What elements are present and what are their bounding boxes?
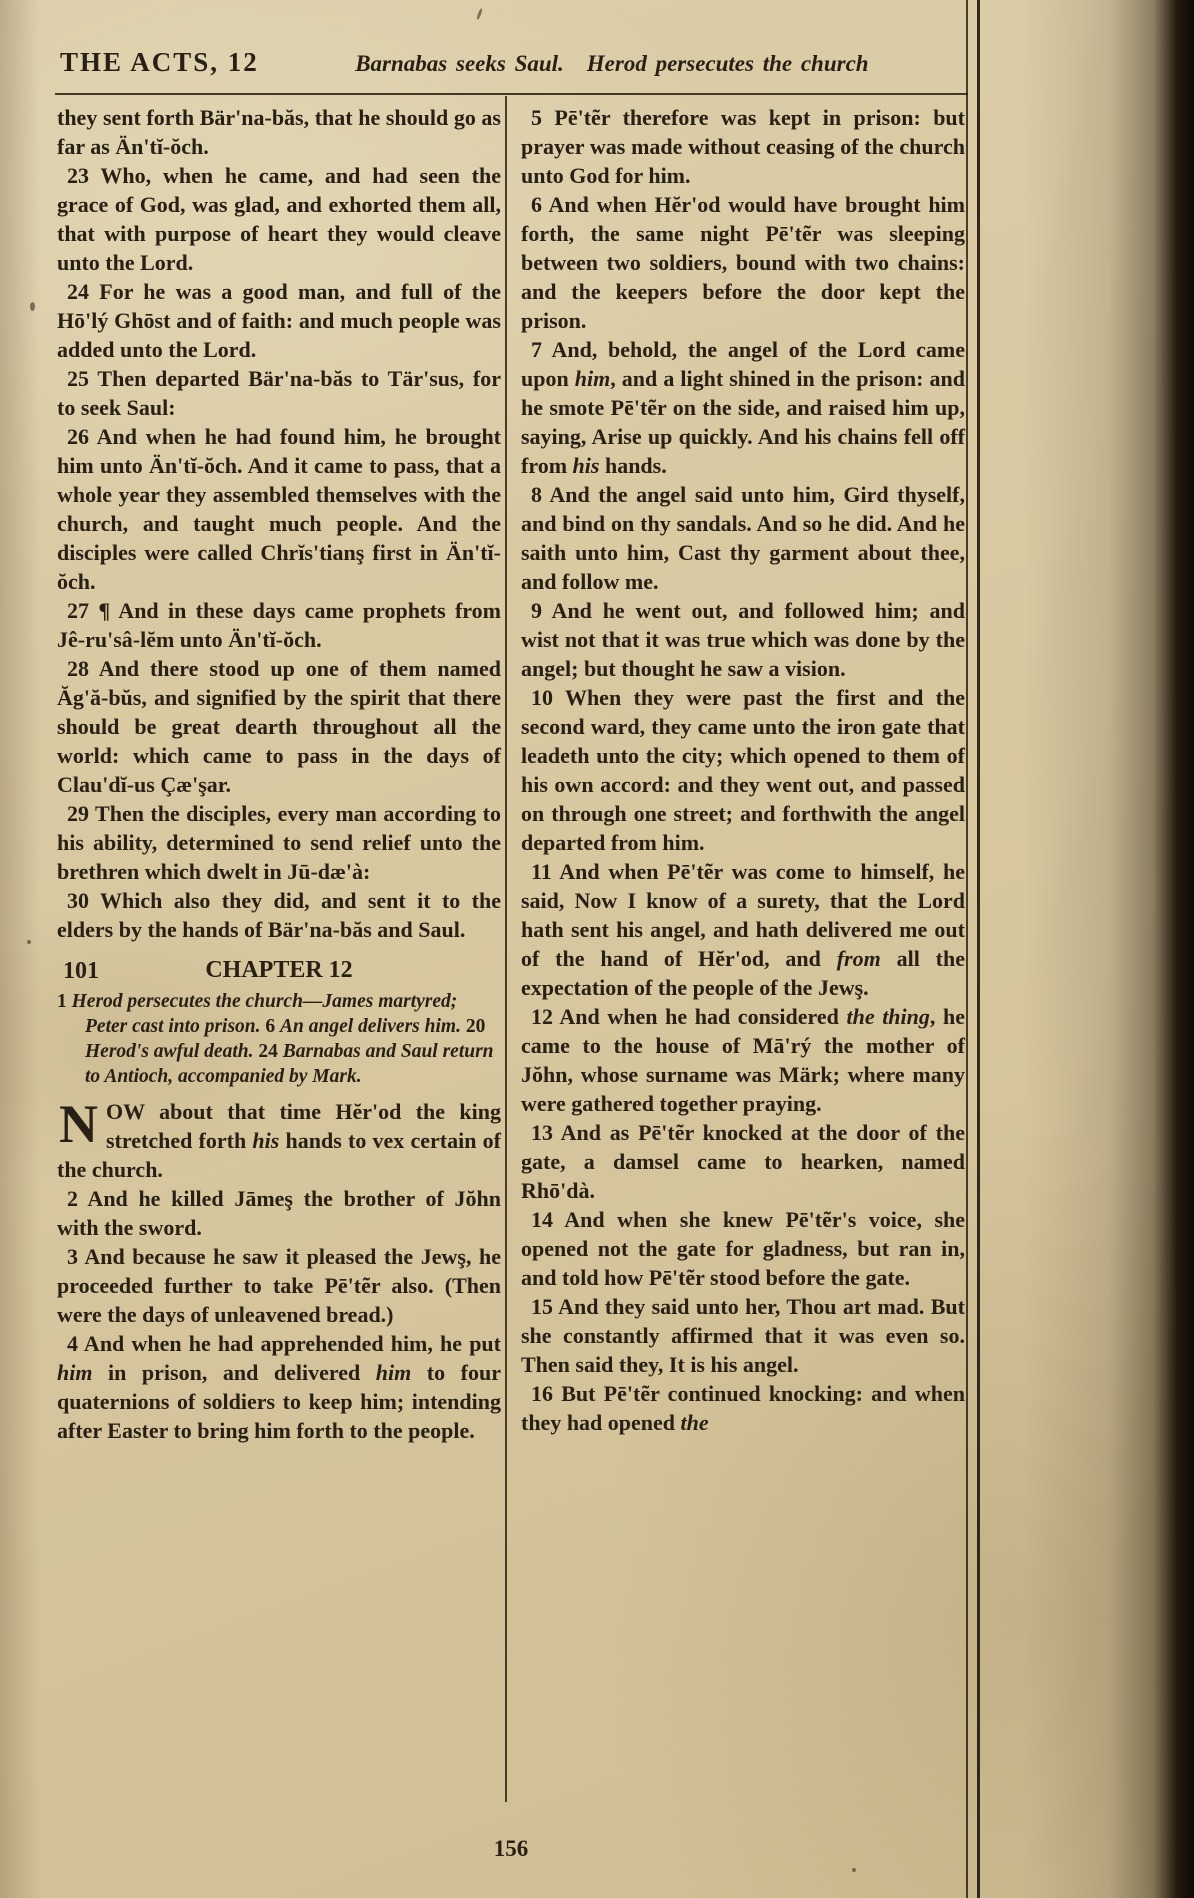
paper-speck — [476, 8, 483, 20]
verse-paragraph: 30 Which also they did, and sent it to the elders by the hands of Bär'na-băs and Saul. — [57, 888, 501, 942]
column-marker: 101 — [63, 958, 99, 984]
book-title: THE ACTS, 12 — [60, 47, 259, 77]
verse-paragraph: 2 And he killed Jāmeş the brother of Jŏhn with the sword. — [57, 1186, 501, 1240]
verse-paragraph: 9 And he went out, and followed him; and wist not that it was true which was done by the angel; but thought he saw a vision. — [521, 598, 965, 681]
chapter-title: CHAPTER 12 — [205, 957, 353, 983]
verse-paragraph: 14 And when she knew Pē'tẽr's voice, she opened not the gate for gladness, but ran in, and told how Pē'tẽr stood before the gate. — [521, 1207, 965, 1290]
paper-speck — [852, 1868, 856, 1872]
right-column — [521, 103, 965, 1445]
header-rule — [55, 93, 968, 95]
page-header — [60, 47, 965, 78]
right-margin-rule-1 — [966, 0, 968, 1898]
verse-paragraph: 3 And because he saw it pleased the Jewş, he proceeded further to take Pē'tẽr also. (Then were the days of unleavened bread.) — [57, 1244, 501, 1327]
verse-paragraph: 24 For he was a good man, and full of the Hō'lý Ghōst and of faith: and much people was added unto the Lord. — [57, 279, 501, 362]
right-margin-rule-2 — [977, 0, 980, 1898]
page-number: 156 — [493, 1836, 529, 1861]
verse-paragraph: 16 But Pē'tẽr continued knocking: and when they had opened the — [521, 1381, 965, 1435]
page-footer — [57, 1836, 965, 1862]
verse-paragraph: 10 When they were past the first and the second ward, they came unto the iron gate that leadeth unto the city; which opened to them of his own accord: and they went out, and passed on through one street; and forthwith the angel departed from him. — [521, 685, 965, 855]
paper-speck — [27, 940, 31, 944]
verse-paragraph: 25 Then departed Bär'na-băs to Tär'sus, for to seek Saul: — [57, 366, 501, 420]
verse-paragraph: 7 And, behold, the angel of the Lord came upon him, and a light shined in the prison: and he smote Pē'tẽr on the side, and raised him up, saying, Arise up quickly. And his chains fell off from his hands. — [521, 337, 965, 478]
paper-speck — [30, 302, 35, 311]
verse-paragraph: 12 And when he had considered the thing, he came to the house of Mā'rý the mother of Jŏhn, whose surname was Märk; where many were gathered together praying. — [521, 1004, 966, 1116]
verse-paragraph: they sent forth Bär'na-băs, that he should go as far as Än'tĭ-ŏch. — [57, 105, 501, 159]
verse-paragraph: 4 And when he had apprehended him, he put him in prison, and delivered him to four quaternions of soldiers to keep him; intending after Easter to bring him forth to the people. — [57, 1331, 501, 1443]
verse-paragraph: 5 Pē'tẽr therefore was kept in prison: but prayer was made without ceasing of the church unto God for him. — [521, 105, 965, 188]
verse-paragraph: 28 And there stood up one of them named Ăg'ă-bŭs, and signified by the spirit that there should be great dearth throughout all the world: which came to pass in the days of Clau'dĭ-us Çæ'şar. — [57, 656, 501, 797]
verse-paragraph: 15 And they said unto her, Thou art mad. But she constantly affirmed that it was even so. Then said they, It is his angel. — [521, 1294, 965, 1377]
verse-paragraph: 8 And the angel said unto him, Gird thyself, and bind on thy sandals. And so he did. And he saith unto him, Cast thy garment about thee, and follow me. — [521, 482, 965, 594]
verse-paragraph: 23 Who, when he came, and had seen the grace of God, was glad, and exhorted them all, that with purpose of heart they would cleave unto the Lord. — [57, 163, 501, 275]
verse-paragraph: 26 And when he had found him, he brought him unto Än'tĭ-ŏch. And it came to pass, that a whole year they assembled themselves with the church, and taught much people. And the disciples were called Chrĭs'tianş first in Än'tĭ-ŏch. — [57, 424, 501, 594]
verse-paragraph: 6 And when Hĕr'od would have brought him forth, the same night Pē'tẽr was sleeping between two soldiers, bound with two chains: and the keepers before the door kept the prison. — [521, 192, 965, 333]
chapter-summary: 1 Herod persecutes the church—James martyred; Peter cast into prison. 6 An angel delivers him. 20 Herod's awful death. 24 Barnabas and Saul return to Antioch, accompanied by Mark. — [57, 991, 494, 1087]
verse-paragraph: 11 And when Pē'tẽr was come to himself, he said, Now I know of a surety, that the Lord hath sent his angel, and hath delivered me out of the hand of Hĕr'od, and from all the expectation of the people of the Jewş. — [521, 859, 965, 1000]
verse-paragraph: NOW about that time Hĕr'od the king stretched forth his hands to vex certain of the church. — [57, 1094, 501, 1182]
verse-paragraph: 29 Then the disciples, every man according to his ability, determined to send relief unto the brethren which dwelt in Jū-dæ'à: — [57, 801, 501, 884]
drop-cap: N — [59, 1094, 98, 1154]
verse-paragraph: 13 And as Pē'tẽr knocked at the door of the gate, a damsel came to hearken, named Rhō'dà. — [521, 1120, 965, 1203]
text-columns — [57, 103, 965, 1445]
left-column — [57, 103, 501, 1445]
verse-paragraph: 27 ¶ And in these days came prophets from Jê-ru'sâ-lĕm unto Än'tĭ-ŏch. — [57, 598, 501, 652]
column-divider-rule — [505, 96, 507, 1802]
left-edge-shadow — [0, 0, 40, 1898]
chapter-heading — [57, 956, 501, 985]
page-edge-shadow — [1024, 0, 1194, 1898]
running-head: Barnabas seeks Saul. Herod persecutes the church — [355, 51, 869, 76]
